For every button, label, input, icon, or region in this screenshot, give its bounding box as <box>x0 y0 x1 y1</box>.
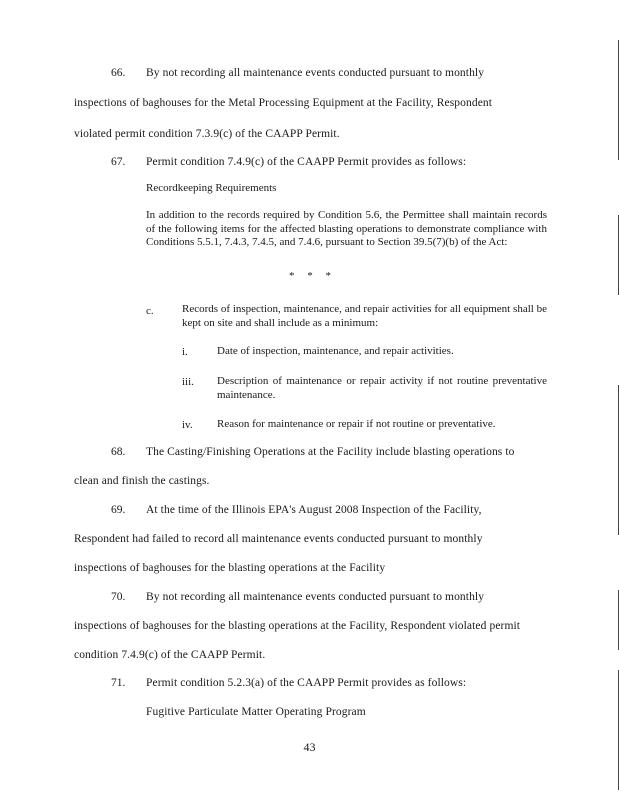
quote-body: In addition to the records required by Condition 5.6, the Permittee shall maintain records of the following items for the affected blasting operations to demonstrate compliance with Conditions 5.5.1, 7.4.3, 7.4.5, and 7.4.6, pursuant to Section 39.5(7)(b) of the Act: <box>146 209 547 248</box>
page-number: 43 <box>303 740 316 754</box>
paragraph-70-line-2: inspections of baghouses for the blasting operations at the Facility, Respondent violated permit <box>74 620 521 632</box>
paragraph-number-67: 67. <box>111 156 126 168</box>
paragraph-number-69: 69. <box>111 504 126 516</box>
paragraph-number-71: 71. <box>111 677 126 689</box>
quote-subitem-iv-text: Reason for maintenance or repair if not routine or preventative. <box>217 418 496 430</box>
paragraph-68-line-1: The Casting/Finishing Operations at the Facility include blasting operations to <box>146 446 515 458</box>
quote-item-c-text: Records of inspection, maintenance, and repair activities for all equipment shall be kept on site and shall include as a minimum: <box>182 303 547 329</box>
paragraph-69-line-2: Respondent had failed to record all maintenance events conducted pursuant to monthly <box>74 533 483 545</box>
quote-subitem-iii-marker: iii. <box>182 376 194 388</box>
paragraph-71-heading: Fugitive Particulate Matter Operating Program <box>146 706 366 718</box>
paragraph-66-line-1: By not recording all maintenance events conducted pursuant to monthly <box>146 67 485 79</box>
paragraph-69-line-3: inspections of baghouses for the blasting operations at the Facility <box>74 562 386 574</box>
paragraph-66-line-2: inspections of baghouses for the Metal Processing Equipment at the Facility, Respondent <box>74 97 493 109</box>
quote-subitem-i-text: Date of inspection, maintenance, and repair activities. <box>217 345 454 357</box>
paragraph-number-70: 70. <box>111 591 126 603</box>
quote-subitem-iv-marker: iv. <box>182 419 193 431</box>
quote-subitem-i-marker: i. <box>182 346 188 358</box>
quote-item-c-marker: c. <box>146 305 154 317</box>
paragraph-68-line-2: clean and finish the castings. <box>74 475 210 487</box>
paragraph-69-line-1: At the time of the Illinois EPA's August 2008 Inspection of the Facility, <box>146 504 482 516</box>
paragraph-66-line-3: violated permit condition 7.3.9(c) of the CAAPP Permit. <box>74 128 340 140</box>
quote-heading: Recordkeeping Requirements <box>146 182 277 194</box>
paragraph-71-line-1: Permit condition 5.2.3(a) of the CAAPP Permit provides as follows: <box>146 677 467 689</box>
paragraph-70-line-3: condition 7.4.9(c) of the CAAPP Permit. <box>74 649 266 661</box>
quote-ellipsis: * * * <box>289 270 336 282</box>
paragraph-number-68: 68. <box>111 446 126 458</box>
paragraph-70-line-1: By not recording all maintenance events conducted pursuant to monthly <box>146 591 485 603</box>
paragraph-67-line-1: Permit condition 7.4.9(c) of the CAAPP Permit provides as follows: <box>146 156 467 168</box>
paragraph-number-66: 66. <box>111 67 126 79</box>
quote-subitem-iii-text: Description of maintenance or repair activity if not routine preventative maintenance. <box>217 375 547 401</box>
